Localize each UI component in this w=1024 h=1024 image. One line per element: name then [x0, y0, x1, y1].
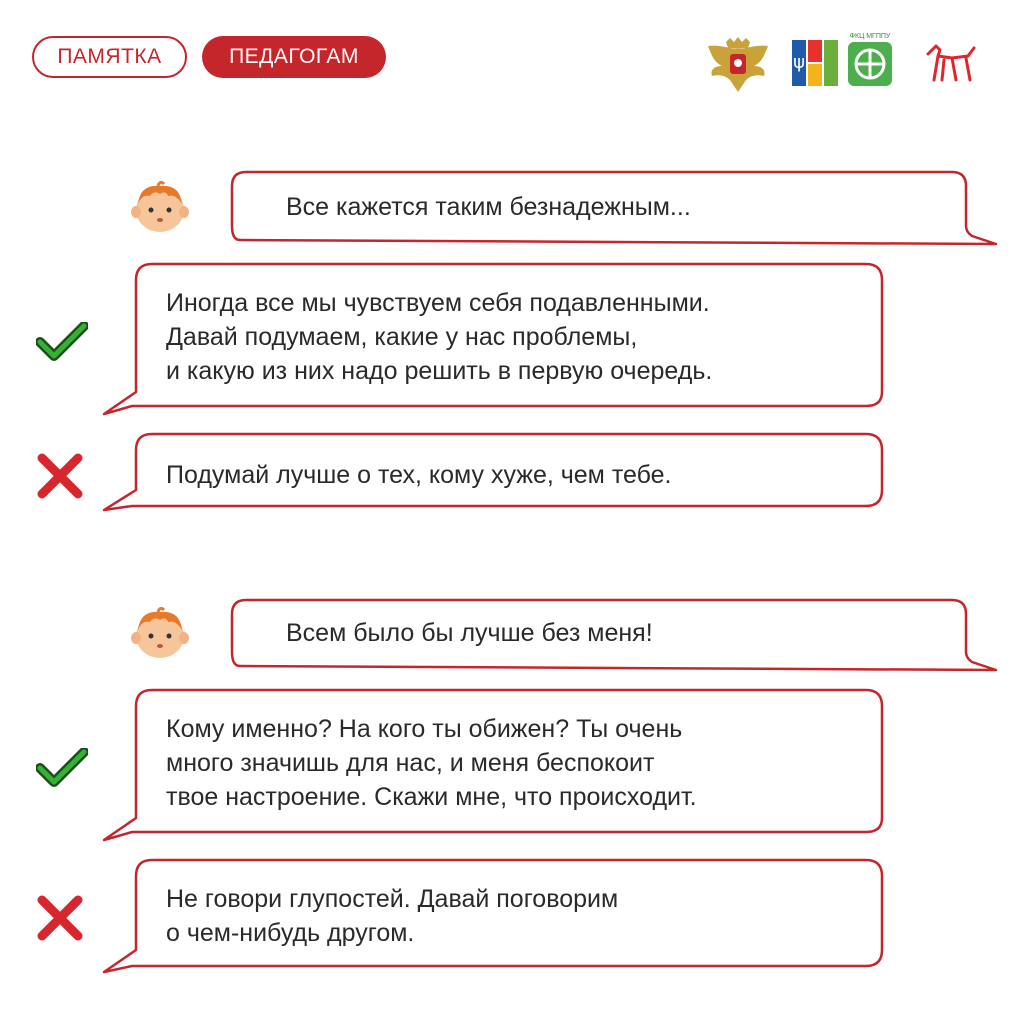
- cross-icon: [36, 894, 84, 942]
- audience-tag: ПЕДАГОГАМ: [202, 36, 386, 78]
- child-phrase-2: Всем было бы лучше без меня!: [286, 619, 653, 647]
- checkmark-icon: [36, 322, 88, 362]
- svg-text:ψ: ψ: [793, 52, 805, 73]
- good-reply-1: Иногда все мы чувствуем себя подавленными. Давай подумаем, какие у нас проблемы, и какую из них надо решить в первую очередь.: [166, 289, 713, 385]
- memo-tag: ПАМЯТКА: [32, 36, 187, 78]
- cross-icon: [36, 452, 84, 500]
- child-face-icon: [130, 606, 190, 662]
- bad-reply-2: Не говори глупостей. Давай поговорим о чем-нибудь другом.: [166, 885, 619, 947]
- good-reply-2: Кому именно? На кого ты обижен? Ты очень много значишь для нас, и меня беспокоит твое настроение. Скажи мне, что происходит.: [166, 715, 697, 811]
- child-face-icon: [130, 180, 190, 236]
- fkc-logo-caption: ФКЦ МГППУ: [849, 33, 891, 40]
- checkmark-icon: [36, 748, 88, 788]
- child-phrase-1: Все кажется таким безнадежным...: [286, 193, 691, 221]
- bad-reply-1: Подумай лучше о тех, кому хуже, чем тебе.: [166, 461, 672, 489]
